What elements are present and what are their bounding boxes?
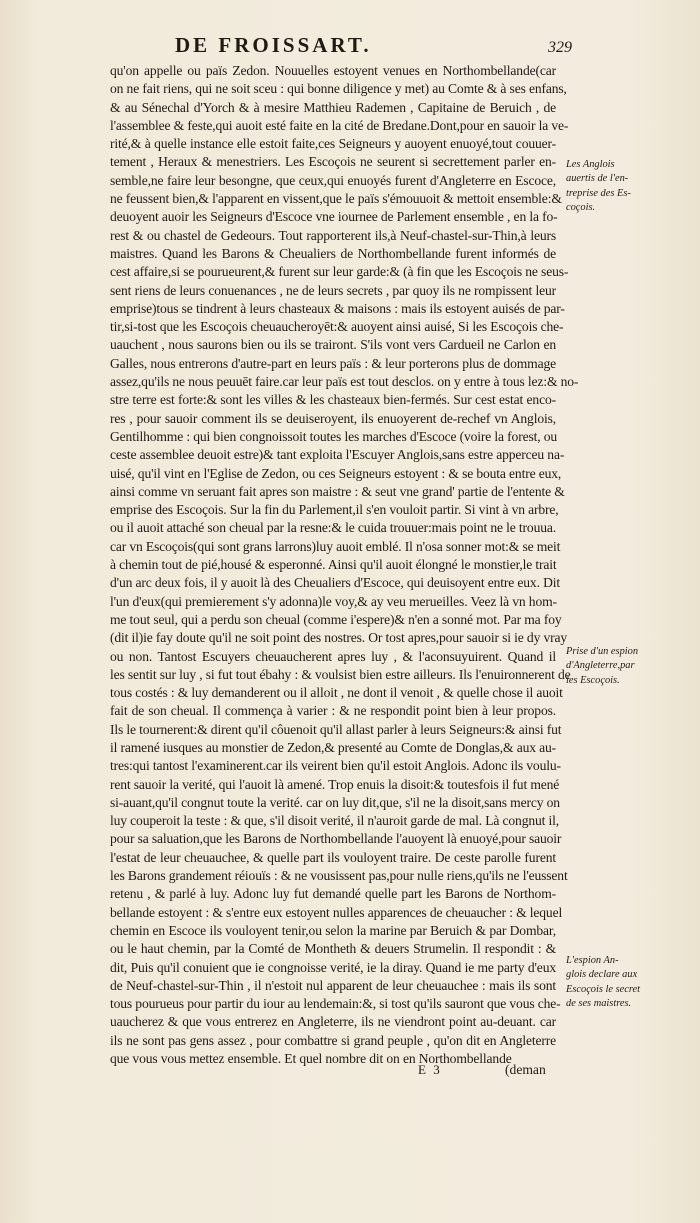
margin-note-line: de ses maistres.	[566, 998, 632, 1010]
page-number: 329	[548, 39, 572, 56]
text-line: il ramené iusques au monstier de Zedon,& presenté au Comte de Donglas,& aux au-	[110, 739, 557, 755]
text-line: dit, Puis qu'il conuient que ie congnoisse verité, ie la diray. Quand ie me party d'eux	[110, 959, 556, 975]
text-line: ou il auoit attaché son cheual par la resne:& le cuida trouuer:mais point ne le trouua.	[110, 520, 556, 536]
text-line: semble,ne faire leur besongne, que ceux,qui enuoyés furent d'Angleterre en Escoce,	[110, 172, 556, 188]
margin-note-line: d'Angleterre,par	[566, 660, 635, 672]
margin-note-line: glois declare aux	[566, 969, 638, 981]
text-line: ou non. Tantost Escuyers cheuaucherent apres luy , & l'aconsuyuirent. Quand il	[110, 648, 556, 664]
text-line: fait de son cheual. Il commença à varier : & ne respondit point bien à leur propos.	[110, 703, 556, 719]
margin-note-line: Prise d'un espion	[566, 646, 639, 657]
text-line: rest & ou chastel de Gedeours. Tout rapporterent ils,à Neuf-chastel-sur-Thin,à leurs	[110, 227, 556, 243]
text-line: uaucherez & que vous entrerez en Angleterre, ils ne viendront point au-deuant. car	[110, 1014, 556, 1030]
text-line: ceste assemblee deuoit estre)& tant exploita l'Escuyer Anglois,sans estre apperceu na-	[110, 447, 565, 463]
catchword: (deman	[505, 1062, 546, 1077]
text-line: qu'on appelle ou païs Zedon. Nouuelles estoyent venues en Northombellande(car	[110, 63, 556, 78]
text-line: & au Sénechal d'Yorch & à mesire Matthieu Rademen , Capitaine de Beruich , de	[110, 99, 556, 115]
margin-note-line: L'espion An-	[566, 955, 619, 966]
text-line: car vn Escoçois(qui sont grans larrons)luy auoit emblé. Il n'osa sonner mot:& se meit	[110, 538, 561, 554]
margin-note-english-informed	[566, 158, 694, 216]
text-line: si-auant,qu'il congnut toute la verité. car on luy dit,que, s'il ne la disoit,sans mercy on	[110, 794, 560, 810]
text-line: uisé, qu'il vint en l'Eglise de Zedon, ou ces Seigneurs estoyent : & se bouta entre eux,	[110, 465, 562, 481]
text-line: assez,qu'ils ne nous peuuēt faire.car leur païs est tout desclos. on y entre à tous lez:& no-	[110, 374, 579, 390]
margin-note-line: Escoçois le secret	[566, 983, 641, 995]
text-line: tres:qui tantost l'examinerent.car ils veirent bien qu'il estoit Anglois. Adonc ils voulu-	[110, 758, 561, 774]
text-line: tir,si-tost que les Escoçois cheuaucheroyēt:& auoyent ainsi auisé, Si les Escoçois che-	[110, 319, 564, 335]
text-line: maistres. Quand les Barons & Cheualiers de Northombellande furent informés de	[110, 245, 556, 261]
text-line: retenu , & parlé à luy. Adonc luy fut demandé quelle part les Barons de Northom-	[110, 886, 556, 902]
text-line: Gentilhomme : qui bien congnoissoit toutes les marches d'Escoce (voire la forest, ou	[110, 428, 558, 444]
text-line: luy couperoit la teste : & que, s'il disoit verité, il n'auroit garde de mal. Là congnut il,	[110, 813, 560, 829]
text-line: tous costés : & luy demanderent ou il alloit , ne dont il venoit , & quelle chose il auoit	[110, 685, 563, 701]
text-line: (dit il)ie fay doute qu'il ne soit point des nostres. Or tost apres,pour sauoir si ie dy vray	[110, 630, 568, 646]
margin-note-line: Les Anglois	[566, 159, 615, 170]
text-line: rent sauoir la verité, qui l'auoit là amené. Trop enuis la disoit:& toutesfois il fut mené	[110, 776, 560, 792]
text-line: tement , Heraux & menestriers. Les Escoçois ne seurent si secrettement parler en-	[110, 154, 556, 170]
text-line: pour sa saluation,que les Barons de Northombellande l'auoyent là enuoyé,pour sauoir	[110, 831, 562, 847]
margin-note-line: coçois.	[566, 202, 596, 214]
text-line: à chemin tout de pié,housé & esperonné. Ainsi qu'il auoit élongné le monstier,le trait	[110, 557, 557, 573]
text-line: uauchent , nous saurons bien ou ils se trairont. S'ils vont vers Cardueil ne Carlon en	[110, 337, 556, 353]
running-title: DE FROISSART.	[175, 33, 372, 57]
margin-note-spy-reveals-secret	[566, 954, 694, 1012]
text-line: Galles, nous entrerons d'autre-part en leurs païs : & leur porterons plus de dommage	[110, 355, 556, 371]
text-line: me tout seul, qui a perdu son cheual (comme i'espere)& n'en a sonné mot. Par ma foy	[110, 611, 562, 627]
text-line: d'un arc deux fois, il y auoit là des Cheualiers d'Escoce, qui deuisoyent entre eux. Dit	[110, 575, 560, 591]
text-line: sent riens de leurs conuenances , ne de leurs secrets , par quoy ils ne rompissent leur	[110, 282, 556, 298]
text-line: ou le haut chemin, par la Comté de Montheth & deuers Strumelin. Il respondit : &	[110, 941, 556, 957]
margin-note-line: auertis de l'en-	[566, 173, 629, 185]
text-line: emprise)tous se tindrent à leurs chasteaux & maisons : mais ils estoyent auisés de par-	[110, 300, 565, 316]
text-line: ne feussent bien,& l'apparent en vissent,que le païs s'émouuoit & mettoit ensemble:&	[110, 191, 562, 207]
text-line: ils ne sont pas gens assez , pour combattre si grand peuple , qu'on dit en Angleterre	[110, 1032, 556, 1048]
text-line: bellande estoyent : & s'entre eux estoyent nulles apparences de cheuaucher : & lequel	[110, 904, 563, 920]
text-line: rité,& à quelle instance elle estoit faite,ces Seigneurs y auoyent enuoyé,tout couuer-	[110, 136, 556, 152]
text-line: emprise des Escoçois. Sur la fin du Parlement,il s'en vouloit partir. Si vint à vn arbre,	[110, 502, 559, 518]
text-line: Ils le tournerent:& dirent qu'il côuenoit qu'il allast parler à leurs Seigneurs:& ainsi fut	[110, 721, 562, 737]
text-line: l'assemblee & feste,qui auoit esté faite en la cité de Bredane.Dont,pour en sauoir la ve-	[110, 117, 569, 133]
margin-note-line: les Escoçois.	[566, 674, 620, 686]
text-line: l'un d'eux(qui premierement s'y adonna)le voy,& ay veu merueilles. Veez là vn hom-	[110, 593, 557, 609]
text-line: cest affaire,si se pourueurent,& furent sur leur garde:& (à fin que les Escoçois ne seus-	[110, 264, 569, 280]
text-line: on ne fait riens, qui ne soit sceu : qui bonne diligence y met) au Comte & à ses enfans,	[110, 81, 567, 97]
text-line: res , pour sauoir comment ils se deuiseroyent, ils enuoyerent de-rechef vn Anglois,	[110, 410, 556, 426]
text-line: tous pourueus pour partir du iour au lendemain:&, si tost qu'ils sauront que vous che-	[110, 996, 561, 1012]
text-line: ainsi comme vn seruant fait apres son maistre : & seut vne grand' partie de l'entente &	[110, 483, 565, 499]
text-line: de Neuf-chastel-sur-Thin , il n'estoit nul apparent de leur cheuauchee : mais ils sont	[110, 977, 556, 993]
signature-mark: E 3	[418, 1062, 442, 1077]
text-line: l'estat de leur cheuauchee, & quelle part ils vouloyent traire. De ceste parolle furent	[110, 849, 556, 865]
text-line: que vous vous mettez ensemble. Et quel nombre dit on en Northombellande	[110, 1051, 512, 1067]
text-line: les sentit sur luy , si fut tout ébahy : & voulsist bien estre ailleurs. Ils l'enuironnerent de	[110, 666, 571, 682]
body-text-column	[110, 62, 579, 1068]
text-line: les Barons grandement réiouïs : & ne vousissent pas,pour nulle riens,qu'ils ne l'eussent	[110, 868, 568, 884]
text-line: chemin en Escoce ils vouloyent tenir,ou selon la marine par Beruich & par Dombar,	[110, 922, 556, 938]
margin-note-spy-captured	[566, 645, 694, 688]
page-header	[0, 33, 700, 63]
margin-note-line: treprise des Es-	[566, 187, 631, 199]
page-footer	[0, 1062, 700, 1086]
text-line: deuoyent auoir les Seigneurs d'Escoce vne iournee de Parlement ensemble , en la fo-	[110, 209, 558, 225]
text-line: stre terre est forte:& sont les villes & les chasteaux bien-fermés. Sur cest estat enco-	[110, 392, 556, 408]
